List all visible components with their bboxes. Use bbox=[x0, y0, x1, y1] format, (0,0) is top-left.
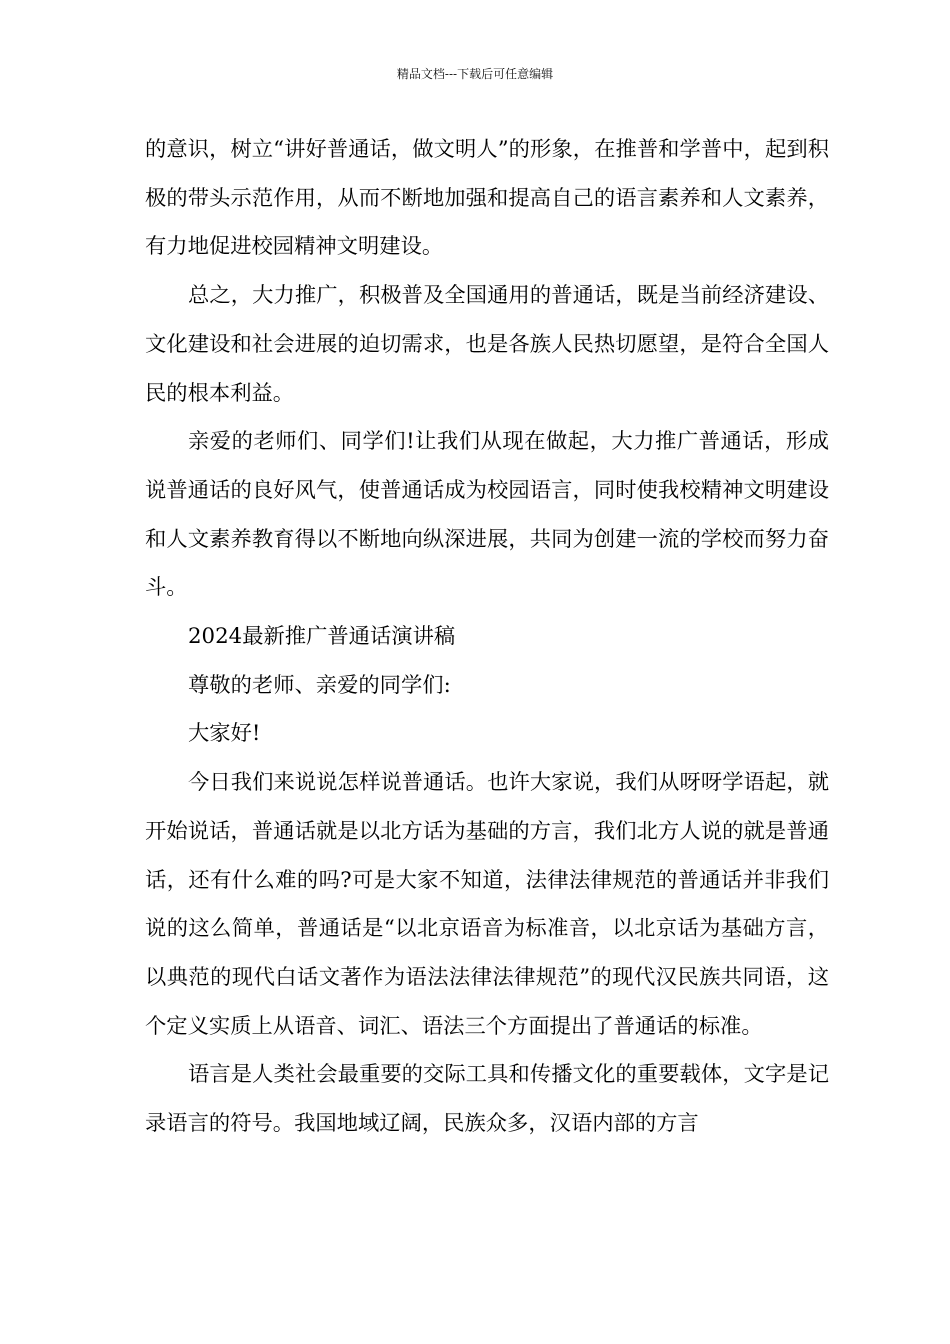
speech-salutation: 尊敬的老师、亲爱的同学们: bbox=[188, 672, 451, 698]
paragraph-summary: 总之，大力推广，积极普及全国通用的普通话，既是当前经济建设、文化建设和社会进展的迫切需求，也是各族人民热切愿望，是符合全国人民的根本利益。 bbox=[145, 283, 829, 406]
speech-title: 2024最新推广普通话演讲稿 bbox=[188, 624, 456, 650]
document-body bbox=[145, 126, 829, 1149]
page-header: 精品文档---下载后可任意编辑 bbox=[396, 67, 554, 81]
paragraph-language-importance: 语言是人类社会最重要的交际工具和传播文化的重要载体，文字是记录语言的符号。我国地域辽阔，民族众多，汉语内部的方言 bbox=[145, 1062, 829, 1137]
paragraph-appeal: 亲爱的老师们、同学们!让我们从现在做起，大力推广普通话，形成说普通话的良好风气，使普通话成为校园语言，同时使我校精神文明建设和人文素养教育得以不断地向纵深进展，共同为创建一流的学校而努力奋斗。 bbox=[145, 429, 829, 601]
paragraph-standard-definition: 今日我们来说说怎样说普通话。也许大家说，我们从呀呀学语起，就开始说话，普通话就是以北方话为基础的方言，我们北方人说的就是普通话，还有什么难的吗?可是大家不知道，法律法律规范的普通话并非我们说的这么简单，普通话是“以北京语音为标准音，以北京话为基础方言，以典范的现代白话文著作为语法法律法律规范”的现代汉民族共同语，这个定义实质上从语音、词汇、语法三个方面提出了普通话的标准。 bbox=[145, 770, 829, 1039]
paragraph-continuation: 的意识，树立“讲好普通话，做文明人”的形象，在推普和学普中，起到积极的带头示范作用，从而不断地加强和提高自己的语言素养和人文素养，有力地促进校园精神文明建设。 bbox=[145, 137, 829, 260]
speech-greeting: 大家好! bbox=[188, 721, 261, 747]
